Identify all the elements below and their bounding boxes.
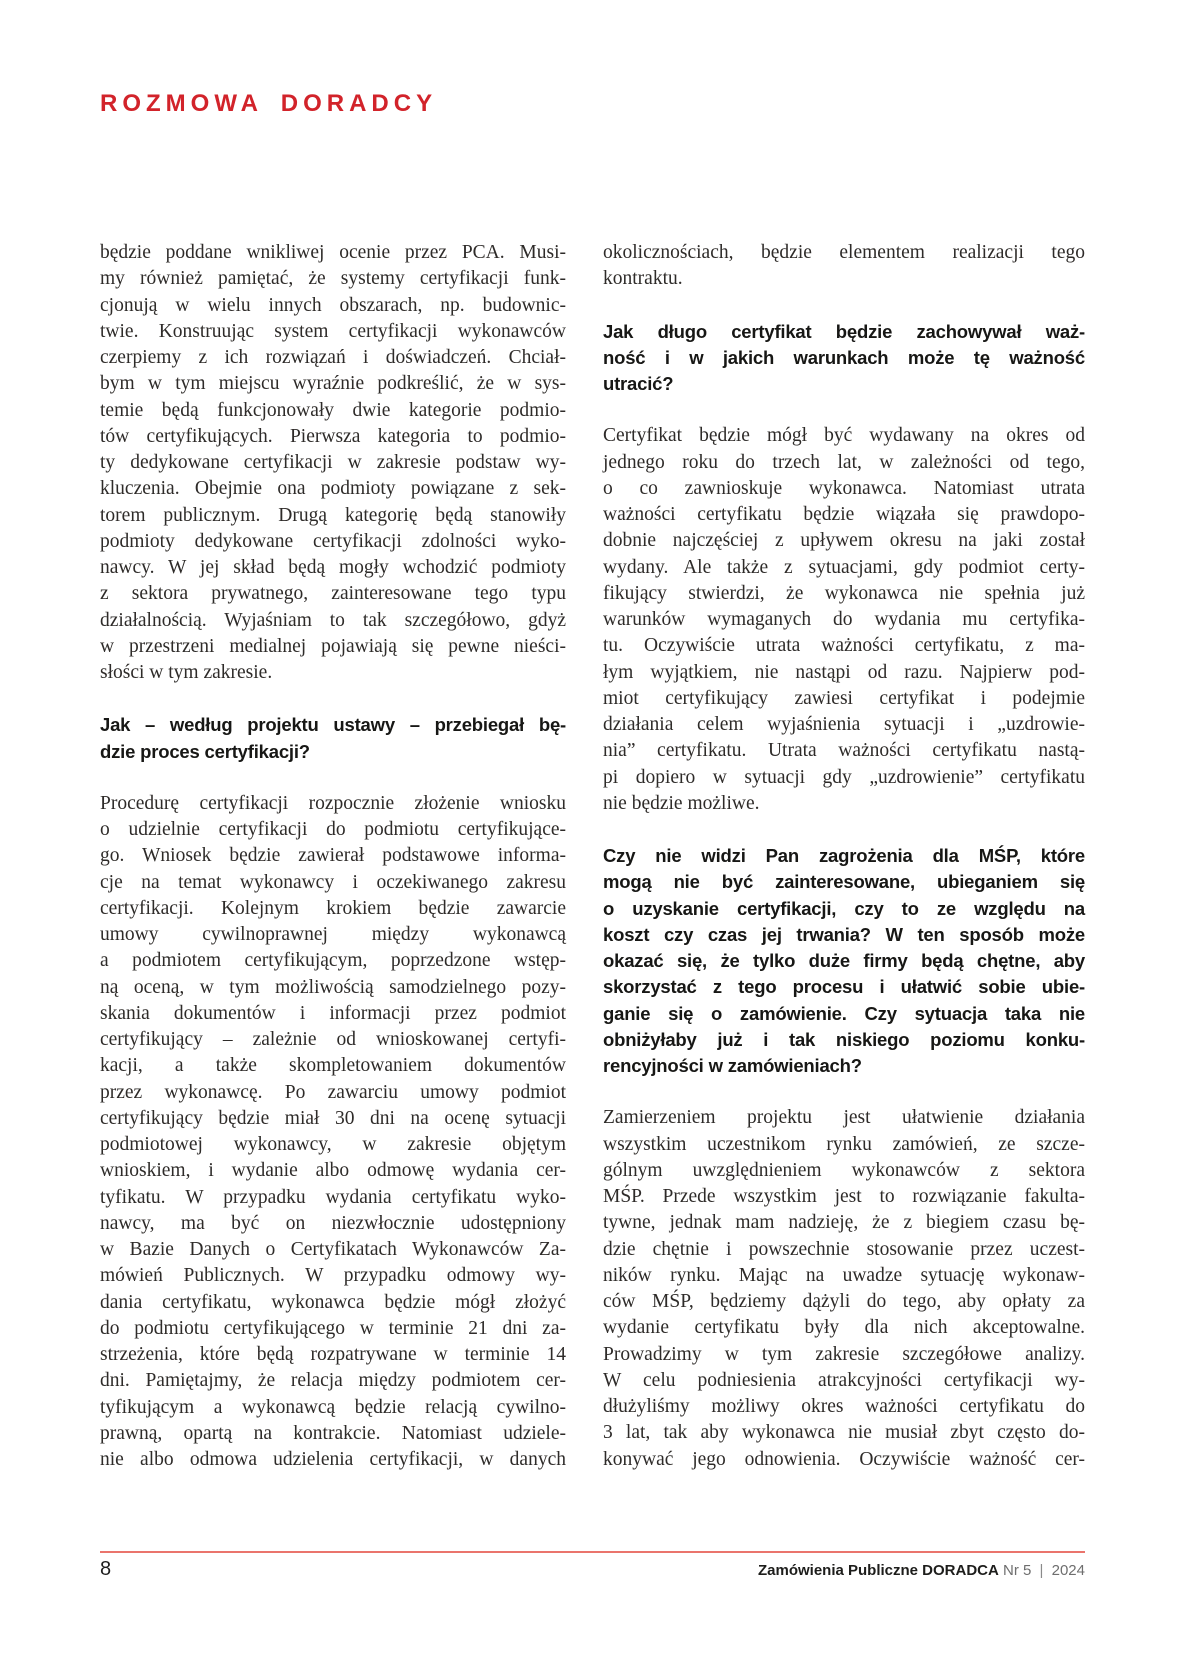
text-line: tyfikatu. W przypadku wydania certyfikatu wyko- [100, 1186, 566, 1208]
body-paragraph [100, 240, 566, 686]
text-line: okazać się, że tylko duże firmy będą chętne, aby [603, 950, 1085, 971]
text-line: nie albo odmowa udzielenia certyfikacji, w danych [100, 1449, 566, 1470]
text-line: certyfikujący będzie miał 30 dni na ocenę sytuacji [100, 1107, 566, 1129]
text-line: miot certyfikujący zawiesi certyfikat i podejmie [603, 687, 1085, 709]
interview-question [603, 843, 1085, 1079]
text-line: o uzyskanie certyfikacji, czy to ze względu na [603, 897, 1085, 919]
footer-journal-title: Zamówienia Publiczne DORADCA [757, 1562, 999, 1579]
footer-separator: | [1039, 1562, 1044, 1579]
interview-question [603, 319, 1085, 398]
article-body [100, 240, 1085, 1473]
text-line: tywne, jednak mam nadzieję, że z biegiem czasu bę- [603, 1212, 1085, 1234]
text-line: tu. Oczywiście utrata ważności certyfikatu, z ma- [603, 635, 1085, 657]
text-line: nawcy. W jej skład będą mogły wchodzić podmioty [100, 557, 566, 578]
text-line: przez wykonawcę. Po zawarciu umowy podmiot [100, 1081, 566, 1103]
text-line: Jak – według projektu ustawy – przebiegał bę- [100, 714, 566, 736]
text-line: kontraktu. [603, 268, 683, 290]
text-line: ność i w jakich warunkach może tę ważność [603, 346, 1085, 368]
body-paragraph [603, 1105, 1085, 1473]
interview-question [100, 712, 566, 765]
text-line: z sektora prywatnego, zainteresowane tego typu [100, 583, 566, 605]
text-line: umowy cywilnoprawnej między wykonawcą [100, 924, 566, 945]
text-line: ganie się o zamówienie. Czy sytuacja taka nie [603, 1002, 1085, 1024]
text-line: go. Wniosek będzie zawierał podstawowe informa- [100, 845, 566, 867]
text-line: strzeżenia, które będą rozpatrywane w terminie 14 [100, 1344, 566, 1365]
text-line: Certyfikat będzie mógł być wydawany na okres od [603, 425, 1085, 447]
text-line: o co zawnioskuje wykonawca. Natomiast utrata [603, 477, 1085, 499]
text-line: działalnością. Wyjaśniam to tak szczegółowo, gdyż [100, 609, 566, 631]
text-line: mogą nie być zainteresowane, ubieganiem się [603, 871, 1085, 893]
text-line: dzie chętnie i powszechnie stosowanie przez uczest- [603, 1238, 1085, 1260]
text-line: a podmiotem certyfikującym, poprzedzone wstęp- [100, 950, 566, 972]
text-line: ników rynku. Mając na uwadze sytuację wykonaw- [603, 1264, 1085, 1286]
text-line: dania certyfikatu, wykonawca będzie mógł złożyć [100, 1291, 566, 1313]
text-line: bym w tym miejscu wyraźnie podkreślić, że w sys- [100, 373, 566, 395]
text-line: mówień Publicznych. W przypadku odmowy wy- [100, 1265, 566, 1287]
text-line: o udzielnie certyfikacji do podmiotu certyfikujące- [100, 819, 566, 840]
text-line: W celu podniesienia atrakcyjności certyfikacji wy- [603, 1369, 1085, 1391]
text-line: Czy nie widzi Pan zagrożenia dla MŚP, które [603, 845, 1085, 866]
footer-rule [100, 1551, 1085, 1553]
text-line: do podmiotu certyfikującego w terminie 21 dni za- [100, 1317, 566, 1339]
text-line: nie będzie możliwe. [603, 792, 760, 814]
text-line: rencyjności w zamówieniach? [603, 1055, 862, 1076]
text-line: my również pamiętać, że systemy certyfikacji funk- [100, 268, 566, 290]
text-line: wnioskiem, i wydanie albo odmowę wydania cer- [100, 1160, 566, 1182]
text-line: kacji, a także skompletowaniem dokumentów [100, 1055, 566, 1077]
text-line: MŚP. Przede wszystkim jest to rozwiązanie fakulta- [603, 1186, 1085, 1207]
text-line: warunków wymaganych do wydania mu certyfika- [603, 609, 1085, 630]
text-line: fikujący stwierdzi, że wykonawca nie spełnia już [603, 582, 1085, 604]
text-line: wydany. Ale także z sytuacjami, gdy podmiot certy- [603, 556, 1085, 578]
text-line: będzie poddane wnikliwej ocenie przez PCA. Musi- [100, 242, 566, 263]
text-line: tyfikującym a wykonawcą będzie relacją cywilno- [100, 1396, 566, 1418]
text-line: certyfikacji. Kolejnym krokiem będzie zawarcie [100, 897, 566, 919]
text-line: podmiotowej wykonawcy, w zakresie objętym [100, 1134, 566, 1155]
footer-year: 2024 [1051, 1562, 1085, 1579]
text-line: wszystkim uczestnikom rynku zamówień, ze szcze- [603, 1133, 1085, 1155]
body-paragraph [603, 423, 1085, 817]
text-line: twie. Konstruując system certyfikacji wykonawców [100, 320, 566, 342]
text-line: Prowadzimy w tym zakresie szczegółowe analizy. [603, 1343, 1085, 1365]
text-line: podmioty dedykowane certyfikacji zdolności wyko- [100, 530, 566, 552]
text-line: nia” certyfikatu. Utrata ważności certyfikatu nastą- [603, 740, 1085, 762]
text-line: ców MŚP, będziemy dążyli do tego, aby opłaty za [603, 1291, 1085, 1312]
footer-issue-number: Nr 5 [1003, 1562, 1032, 1579]
text-line: konywać jego odnowienia. Oczywiście ważność cer- [603, 1448, 1085, 1470]
text-line: Jak długo certyfikat będzie zachowywał waż- [603, 320, 1085, 342]
text-line: certyfikujący – zależnie od wnioskowanej certyfi- [100, 1029, 566, 1050]
text-line: skorzystać z tego procesu i ułatwić sobie ubie- [603, 976, 1085, 998]
body-paragraph [100, 791, 566, 1474]
text-line: okolicznościach, będzie elementem realizacji tego [603, 242, 1085, 263]
text-line: cje na temat wykonawcy i oczekiwanego zakresu [100, 871, 566, 893]
page-number: 8 [100, 1558, 112, 1580]
footer [758, 1562, 1085, 1579]
text-line: kluczenia. Obejmie ona podmioty powiązane z sek- [100, 478, 566, 500]
text-line: prawną, opartą na kontrakcie. Natomiast udziele- [100, 1422, 566, 1444]
text-line: działania celem wyjaśnienia sytuacji i „uzdrowie- [603, 714, 1085, 735]
text-line: dni. Pamiętajmy, że relacja między podmiotem cer- [100, 1370, 566, 1392]
body-paragraph [603, 240, 1085, 293]
text-line: temie będą funkcjonowały dwie kategorie podmio- [100, 399, 566, 421]
text-line: pi dopiero w sytuacji gdy „uzdrowienie” certyfikatu [603, 766, 1085, 788]
text-line: ważności certyfikatu będzie wiązała się prawdopo- [603, 504, 1085, 525]
text-line: łym wyjątkiem, nie nastąpi od razu. Najpierw pod- [603, 661, 1085, 683]
text-line: tów certyfikujących. Pierwsza kategoria to podmio- [100, 425, 566, 447]
text-line: w przestrzeni medialnej pojawiają się pewne nieści- [100, 635, 566, 657]
text-column-right [603, 240, 1085, 1473]
text-line: utracić? [603, 373, 674, 394]
text-line: skania dokumentów i informacji przez podmiot [100, 1002, 566, 1024]
text-column-left [100, 240, 566, 1473]
text-line: dłużyliśmy możliwy okres ważności certyfikatu do [603, 1396, 1085, 1417]
text-line: słości w tym zakresie. [100, 662, 273, 683]
text-line: ty dedykowane certyfikacji w zakresie podstaw wy- [100, 452, 566, 473]
text-line: 3 lat, tak aby wykonawca nie musiał zbyt często do- [603, 1422, 1085, 1444]
text-line: Zamierzeniem projektu jest ułatwienie działania [603, 1107, 1085, 1129]
text-line: cjonują w wielu innych obszarach, np. budownic- [100, 294, 566, 316]
text-line: dobnie najczęściej z upływem okresu na jaki został [603, 530, 1085, 552]
text-line: obniżyłaby już i tak niskiego poziomu konku- [603, 1028, 1085, 1050]
text-line: nawcy, ma być on niezwłocznie udostępniony [100, 1212, 566, 1234]
text-line: czerpiemy z ich rozwiązań i doświadczeń. Chciał- [100, 347, 566, 368]
text-line: w Bazie Danych o Certyfikatach Wykonawców Za- [100, 1239, 566, 1260]
text-line: jednego roku do trzech lat, w zależności od tego, [603, 451, 1085, 473]
text-line: koszt czy czas jej trwania? W ten sposób może [603, 923, 1085, 945]
text-line: dzie proces certyfikacji? [100, 740, 310, 762]
page-title: ROZMOWA DORADCY [100, 90, 438, 117]
text-line: ną oceną, w tym możliwością samodzielnego pozy- [100, 976, 566, 998]
text-line: torem publicznym. Drugą kategorię będą stanowiły [100, 504, 566, 526]
text-line: wydanie certyfikatu były dla nich akceptowalne. [603, 1317, 1085, 1339]
text-line: Procedurę certyfikacji rozpocznie złożenie wniosku [100, 792, 566, 814]
text-line: gólnym uwzględnieniem wykonawców z sektora [603, 1159, 1085, 1181]
